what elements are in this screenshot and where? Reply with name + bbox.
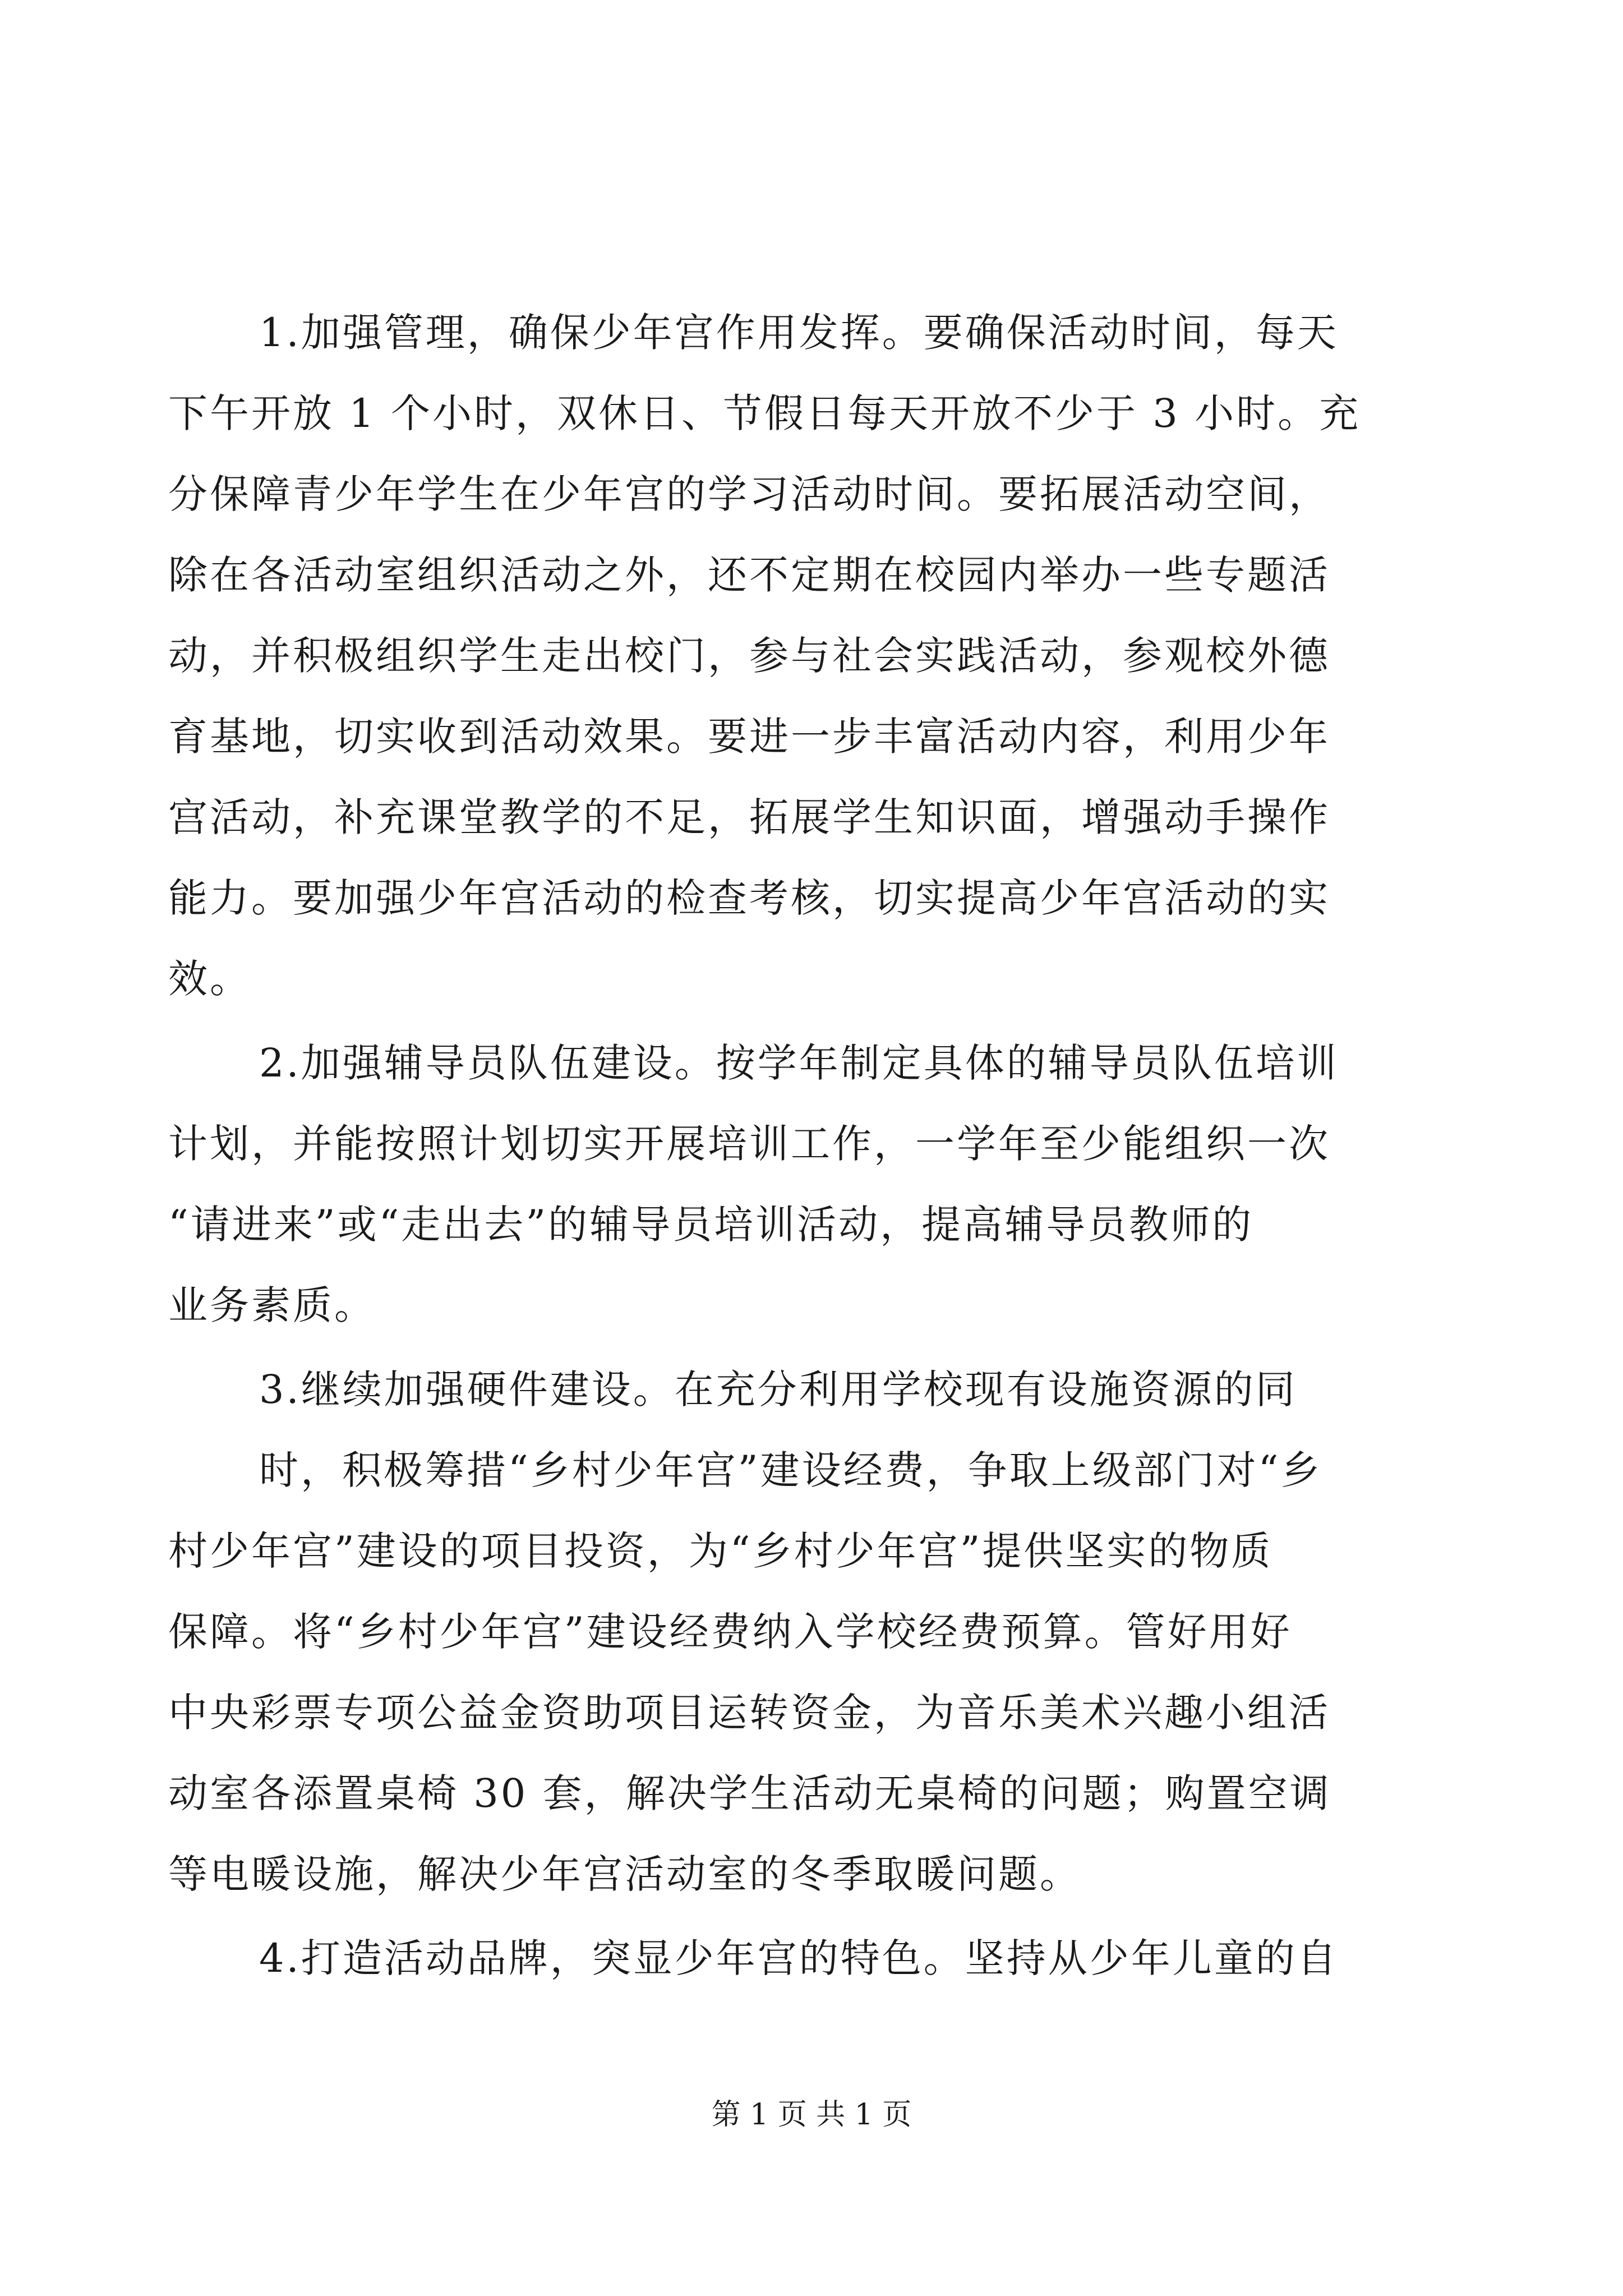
text-line: 宫活动，补充课堂教学的不足，拓展学生知识面，增强动手操作 — [168, 794, 1330, 840]
text-line: 效。 — [168, 956, 251, 1002]
text-line: 能力。要加强少年宫活动的检查考核，切实提高少年宫活动的实 — [168, 875, 1330, 921]
text-line: 时，积极筹措“乡村少年宫”建设经费，争取上级部门对“乡 — [259, 1447, 1322, 1493]
text-line: 1.加强管理，确保少年宫作用发挥。要确保活动时间，每天 — [259, 310, 1339, 356]
text-line: 下午开放 1 个小时，双休日、节假日每天开放不少于 3 小时。充 — [168, 390, 1361, 436]
text-line: 计划，并能按照计划切实开展培训工作，一学年至少能组织一次 — [168, 1121, 1330, 1167]
text-line: 动，并积极组织学生走出校门，参与社会实践活动，参观校外德 — [168, 633, 1330, 679]
text-line: 育基地，切实收到活动效果。要进一步丰富活动内容，利用少年 — [168, 714, 1330, 760]
text-line: 除在各活动室组织活动之外，还不定期在校园内举办一些专题活 — [168, 552, 1330, 598]
text-line: “请进来”或“走出去”的辅导员培训活动，提高辅导员教师的 — [168, 1202, 1254, 1248]
text-line: 3.继续加强硬件建设。在充分利用学校现有设施资源的同 — [259, 1366, 1297, 1412]
text-line: 2.加强辅导员队伍建设。按学年制定具体的辅导员队伍培训 — [259, 1040, 1339, 1086]
text-line: 4.打造活动品牌，突显少年宫的特色。坚持从少年儿童的自 — [259, 1935, 1339, 1981]
text-line: 保障。将“乡村少年宫”建设经费纳入学校经费预算。管好用好 — [168, 1609, 1292, 1655]
text-line: 村少年宫”建设的项目投资，为“乡村少年宫”提供坚实的物质 — [168, 1528, 1273, 1574]
text-line: 中央彩票专项公益金资助项目运转资金，为音乐美术兴趣小组活 — [168, 1690, 1330, 1736]
text-line: 动室各添置桌椅 30 套，解决学生活动无桌椅的问题；购置空调 — [168, 1770, 1331, 1816]
text-line: 业务素质。 — [168, 1282, 376, 1328]
page-footer: 第 1 页 共 1 页 — [711, 2098, 912, 2132]
text-line: 等电暖设施，解决少年宫活动室的冬季取暖问题。 — [168, 1851, 1081, 1897]
text-line: 分保障青少年学生在少年宫的学习活动时间。要拓展活动空间， — [168, 471, 1330, 517]
